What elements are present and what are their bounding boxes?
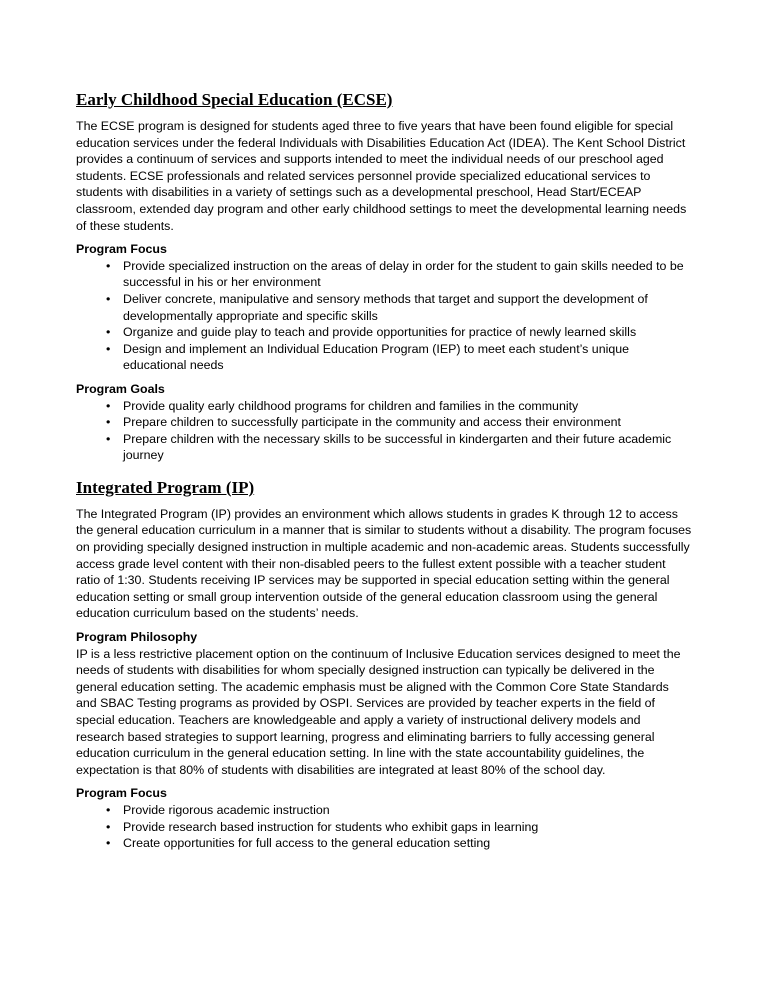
bullet-icon: • [106, 398, 111, 413]
bullet-icon: • [106, 325, 111, 340]
bullet-icon: • [106, 836, 111, 851]
list-item: • Provide specialized instruction on the areas of delay in order for the student to gain skills needed to be successful in his or her environment [106, 258, 684, 290]
document-page [76, 90, 692, 859]
ecse-focus-heading: Program Focus [76, 242, 167, 257]
ecse-intro: The ECSE program is designed for students aged three to five years that have been found eligible for special education services under the federal Individuals with Disabilities Education Act (IDEA). The Kent School District provides a continuum of services and supports intended to meet the individual needs of our preschool aged students. ECSE professionals and related services personnel provide specialized educational services to students with disabilities in a variety of settings such as a developmental preschool, Head Start/ECEAP classroom, extended day program and other early childhood settings to meet the developmental learning needs of these students. [76, 119, 687, 233]
ecse-goals-heading: Program Goals [76, 381, 165, 396]
list-item: • Design and implement an Individual Education Program (IEP) to meet each student’s unique educational needs [106, 341, 630, 373]
bullet-icon: • [106, 431, 111, 446]
list-item: • Create opportunities for full access to the general education setting [106, 836, 491, 851]
list-item: • Provide quality early childhood programs for children and families in the community [106, 398, 579, 413]
ip-focus-heading: Program Focus [76, 786, 167, 801]
ip-intro: The Integrated Program (IP) provides an environment which allows students in grades K through 12 to access the general education curriculum in a manner that is similar to students without a disability. The program focuses on providing specially designed instruction in multiple academic and non-academic areas. Students successfully access grade level content with their non-disabled peers to the fullest extent possible with a teacher student ratio of 1:30. Students receiving IP services may be supported in special education setting within the general education setting or small group intervention outside of the general education classroom using the general education curriculum based on the students’ needs. [76, 506, 692, 621]
list-item: • Provide research based instruction for students who exhibit gaps in learning [106, 819, 539, 834]
ecse-goals-list [76, 398, 692, 464]
bullet-icon: • [106, 341, 111, 356]
bullet-icon: • [106, 291, 111, 306]
list-item: • Provide rigorous academic instruction [106, 802, 330, 817]
bullet-icon: • [106, 258, 111, 273]
list-item: • Prepare children with the necessary skills to be successful in kindergarten and their future academic journey [106, 431, 672, 463]
ip-philosophy: IP is a less restrictive placement option on the continuum of Inclusive Education services designed to meet the needs of students with disabilities for whom specially designed instruction can typically be delivered in the general education setting. The academic emphasis must be aligned with the Common Core State Standards and SBAC Testing programs as provided by OSPI. Services are provided by teacher experts in the field of special education. Teachers are knowledgeable and apply a variety of instructional delivery models and research based strategies to support learning, progress and eliminating barriers to fully accessing general education curriculum in the general education setting. In line with the state accountability guidelines, the expectation is that 80% of students with disabilities are integrated at least 80% of the school day. [76, 646, 681, 777]
ip-title: Integrated Program (IP) [76, 477, 255, 497]
list-item: • Prepare children to successfully participate in the community and access their environment [106, 415, 621, 430]
bullet-icon: • [106, 415, 111, 430]
ecse-title: Early Childhood Special Education (ECSE) [76, 90, 393, 109]
list-item: • Organize and guide play to teach and provide opportunities for practice of newly learned skills [106, 325, 637, 340]
bullet-icon: • [106, 819, 111, 834]
ip-philosophy-heading: Program Philosophy [76, 630, 198, 645]
ecse-focus-list [76, 258, 692, 374]
bullet-icon: • [106, 802, 111, 817]
list-item: • Deliver concrete, manipulative and sensory methods that target and support the development of developmentally appropriate and specific skills [106, 291, 648, 323]
ip-focus-list [76, 802, 692, 852]
